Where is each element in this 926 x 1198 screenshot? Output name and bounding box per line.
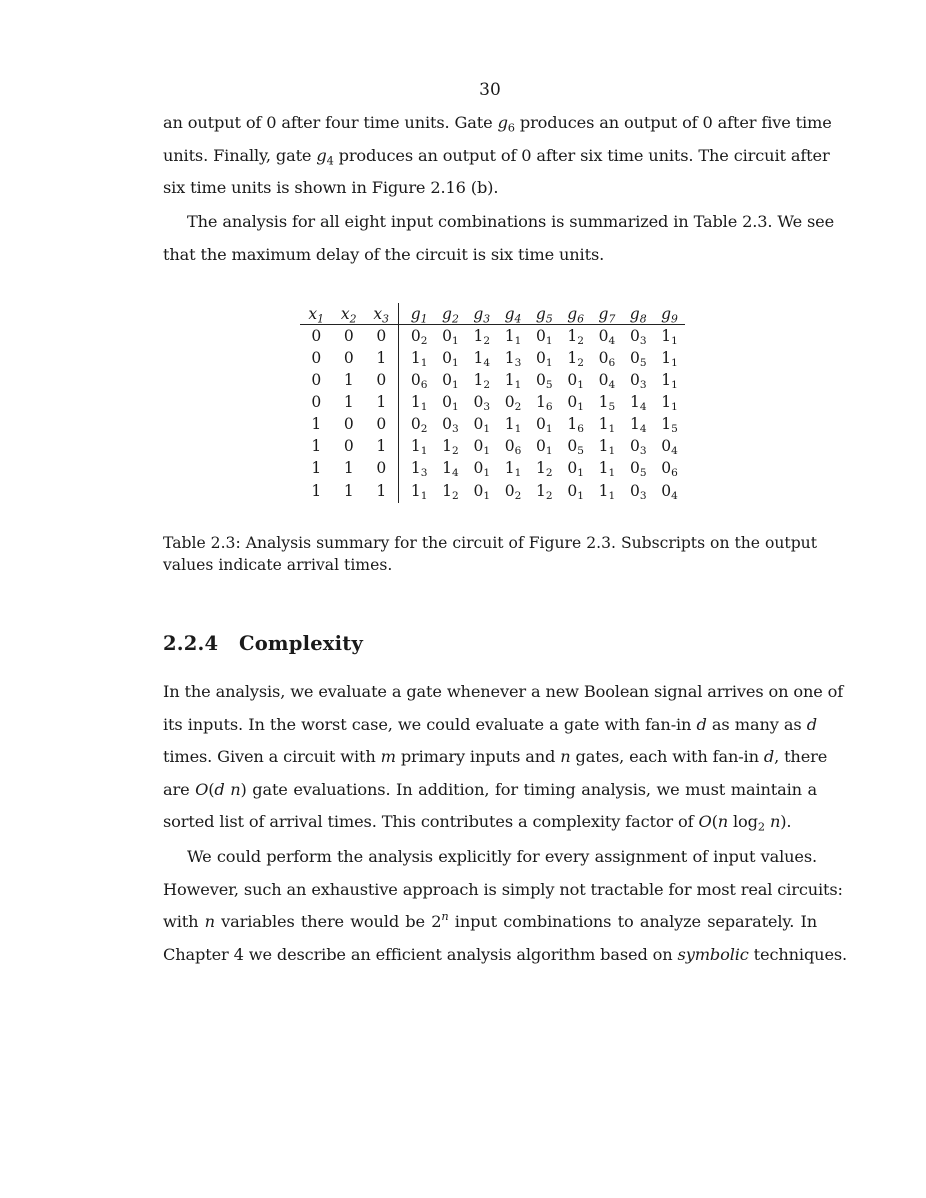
section-number: 2.2.4 — [163, 632, 219, 655]
para4-line: Chapter 4 we describe an efficient analysis algorithm based on symbolic techniques. — [163, 944, 848, 964]
output-cell: $0_1$ — [567, 482, 584, 503]
input-cell: 1 — [365, 435, 398, 457]
output-cell: $1_2$ — [536, 482, 553, 503]
arrival-time: 1 — [483, 467, 491, 480]
output-cell: $0_2$ — [410, 327, 428, 348]
arrival-time: 1 — [483, 445, 491, 458]
output-cell: $1_2$ — [567, 327, 584, 348]
input-cell: 0 — [365, 457, 398, 479]
output-cell: $0_4$ — [661, 437, 678, 458]
input-cell: 0 — [311, 393, 322, 411]
para3-line: are O(d n) gate evaluations. In addition, for timing analysis, we must maintain a — [163, 779, 818, 799]
arrival-time: 2 — [545, 467, 553, 480]
math-subscript: 6 — [577, 311, 585, 325]
output-cell: $1_2$ — [473, 327, 491, 348]
math-variable: g — [442, 304, 452, 323]
input-cell: 1 — [365, 391, 398, 413]
arrival-time: 2 — [545, 490, 553, 503]
arrival-time: 1 — [577, 490, 584, 503]
output-cell: $0_1$ — [473, 415, 491, 436]
output-cell: $1_1$ — [504, 459, 522, 480]
arrival-time: 5 — [671, 423, 678, 436]
section-heading — [163, 632, 363, 655]
output-cell: $1_1$ — [661, 371, 678, 392]
output-cell: $0_1$ — [567, 371, 584, 392]
input-cell: 0 — [311, 327, 322, 345]
output-cell: $0_5$ — [629, 349, 647, 370]
table-caption — [163, 532, 817, 576]
table-row — [300, 479, 685, 503]
output-cell: $1_2$ — [442, 482, 459, 503]
arrival-time: 2 — [483, 335, 491, 348]
output-cell: $0_1$ — [473, 437, 491, 458]
arrival-time: 1 — [577, 379, 584, 392]
input-cell: 0 — [343, 415, 354, 433]
output-cell: $0_4$ — [598, 371, 616, 392]
arrival-time: 1 — [452, 379, 459, 392]
math-subscript: 2 — [757, 819, 765, 834]
output-cell: $0_3$ — [629, 371, 647, 392]
table-row — [300, 391, 685, 413]
arrival-time: 1 — [545, 445, 553, 458]
output-cell: $1_1$ — [410, 482, 428, 503]
para4-line: However, such an exhaustive approach is simply not tractable for most real circuits: — [163, 879, 843, 899]
math-variable: d — [806, 714, 817, 734]
section-title: Complexity — [239, 632, 363, 655]
output-cell: $0_2$ — [504, 482, 522, 503]
arrival-time: 3 — [483, 401, 491, 414]
arrival-time: 1 — [514, 467, 522, 480]
arrival-time: 4 — [671, 490, 678, 503]
arrival-time: 5 — [639, 467, 647, 480]
arrival-time: 3 — [639, 379, 647, 392]
math-variable: m — [380, 747, 396, 767]
math-variable: g — [629, 304, 640, 323]
arrival-time: 1 — [514, 379, 522, 392]
arrival-time: 1 — [671, 335, 678, 348]
arrival-time: 1 — [420, 445, 428, 458]
output-cell: $0_3$ — [629, 482, 647, 503]
input-cell: 0 — [343, 327, 354, 345]
para4-line: with n variables there would be 2$^n$ input combinations to analyze separately. In — [163, 909, 818, 932]
math-subscript: 5 — [545, 311, 553, 325]
arrival-time: 2 — [452, 490, 459, 503]
output-cell: $1_3$ — [410, 459, 428, 480]
math-subscript: 6 — [507, 120, 515, 135]
input-cell: 0 — [343, 349, 354, 367]
input-cell: 0 — [311, 371, 322, 389]
math-subscript: 1 — [317, 311, 325, 325]
output-cell: $0_3$ — [629, 327, 647, 348]
arrival-time: 1 — [545, 357, 553, 370]
math-subscript: 7 — [608, 311, 616, 325]
arrival-time: 6 — [671, 467, 678, 480]
output-cell: $0_1$ — [473, 459, 491, 480]
arrival-time: 4 — [452, 467, 459, 480]
output-cell: $1_1$ — [661, 349, 678, 370]
math-variable: n — [560, 747, 571, 767]
arrival-time: 1 — [608, 445, 616, 458]
arrival-time: 2 — [452, 445, 459, 458]
arrival-time: 2 — [577, 335, 584, 348]
input-cell: 1 — [311, 482, 322, 500]
column-header-x1 — [300, 303, 333, 325]
arrival-time: 2 — [577, 357, 584, 370]
math-variable: n — [717, 812, 729, 832]
arrival-time: 3 — [514, 357, 522, 370]
arrival-time: 6 — [608, 357, 616, 370]
arrival-time: 1 — [514, 423, 522, 436]
para3-line: In the analysis, we evaluate a gate whenever a new Boolean signal arrives on one of — [163, 682, 844, 701]
math-variable: d — [696, 714, 707, 734]
para3-line: times. Given a circuit with m primary inputs and n gates, each with fan-in d, there — [163, 747, 828, 767]
output-cell: $1_2$ — [442, 437, 459, 458]
arrival-time: 3 — [639, 490, 647, 503]
caption-line-2: values indicate arrival times. — [163, 556, 393, 574]
arrival-time: 4 — [639, 423, 647, 436]
input-cell: 0 — [343, 437, 354, 455]
math-variable: d n — [214, 779, 241, 799]
math-variable: g — [473, 304, 484, 323]
column-header-g3 — [466, 303, 497, 325]
math-variable: g — [661, 304, 672, 323]
math-subscript: 2 — [451, 311, 459, 325]
arrival-time: 4 — [639, 401, 647, 414]
math-superscript: n — [441, 909, 449, 924]
output-cell: $1_1$ — [598, 482, 616, 503]
arrival-time: 5 — [639, 357, 647, 370]
paragraph-4 — [163, 841, 848, 971]
arrival-time: 1 — [452, 335, 459, 348]
output-cell: $1_1$ — [661, 327, 678, 348]
output-cell: $0_6$ — [598, 349, 616, 370]
arrival-time: 4 — [608, 379, 616, 392]
arrival-time: 6 — [545, 401, 553, 414]
column-header-g5 — [529, 303, 560, 325]
output-cell: $1_2$ — [567, 349, 584, 370]
arrival-time: 1 — [608, 490, 616, 503]
input-cell: 0 — [365, 413, 398, 435]
math-subscript: 3 — [483, 311, 491, 325]
arrival-time: 2 — [514, 490, 522, 503]
arrival-time: 5 — [545, 379, 553, 392]
table-row — [300, 347, 685, 369]
column-header-g9 — [654, 303, 685, 325]
output-cell: $0_1$ — [442, 371, 459, 392]
output-cell: $1_2$ — [536, 459, 553, 480]
output-cell: $1_1$ — [410, 393, 428, 414]
math-variable: g — [504, 304, 515, 323]
math-variable: g — [535, 304, 546, 323]
output-cell: $0_4$ — [598, 327, 616, 348]
input-cell: 1 — [311, 415, 322, 433]
page-number: 30 — [479, 80, 501, 100]
table-row — [300, 413, 685, 435]
para1-line: six time units is shown in Figure 2.16 (b). — [163, 178, 499, 198]
arrival-time: 1 — [420, 490, 428, 503]
column-header-g4 — [497, 303, 528, 325]
arrival-time: 4 — [671, 445, 678, 458]
arrival-time: 1 — [671, 379, 678, 392]
column-header-g1 — [398, 303, 435, 325]
input-cell: 1 — [343, 482, 354, 500]
output-cell: $0_6$ — [504, 437, 522, 458]
input-cell: 0 — [365, 369, 398, 391]
output-cell: $1_1$ — [598, 437, 616, 458]
math-variable: d — [763, 747, 775, 767]
math-variable: g — [567, 304, 578, 323]
output-cell: $0_3$ — [473, 393, 491, 414]
math-variable: n — [769, 812, 781, 832]
input-cell: 1 — [311, 459, 322, 477]
math-subscript: 8 — [639, 311, 647, 325]
analysis-summary-table — [300, 303, 685, 503]
output-cell: $1_1$ — [410, 437, 428, 458]
math-variable: O — [195, 779, 209, 799]
math-variable: g — [598, 304, 609, 323]
output-cell: $0_1$ — [567, 393, 584, 414]
output-cell: $0_2$ — [504, 393, 522, 414]
output-cell: $0_1$ — [442, 327, 459, 348]
output-cell: $1_1$ — [598, 415, 616, 436]
output-cell: $0_5$ — [629, 459, 647, 480]
arrival-time: 1 — [671, 401, 678, 414]
column-header-x2 — [333, 303, 366, 325]
output-cell: $0_1$ — [536, 415, 553, 436]
math-variable: g — [410, 304, 421, 323]
arrival-time: 3 — [639, 335, 647, 348]
column-header-g7 — [591, 303, 622, 325]
output-cell: $1_4$ — [442, 459, 459, 480]
input-cell: 1 — [343, 459, 354, 477]
column-header-g6 — [560, 303, 591, 325]
column-header-g8 — [623, 303, 654, 325]
paragraph-2 — [163, 206, 835, 271]
output-cell: $1_1$ — [504, 415, 522, 436]
arrival-time: 2 — [514, 401, 522, 414]
arrival-time: 1 — [545, 335, 553, 348]
table-row — [300, 435, 685, 457]
para2-line: The analysis for all eight input combinations is summarized in Table 2.3. We see — [187, 212, 835, 231]
output-cell: $0_5$ — [567, 437, 584, 458]
output-cell: $1_1$ — [661, 393, 678, 414]
emphasis: symbolic — [677, 944, 749, 964]
output-cell: $1_1$ — [598, 459, 616, 480]
math-variable: x — [308, 304, 318, 323]
output-cell: $0_1$ — [473, 482, 491, 503]
input-cell: 1 — [311, 437, 322, 455]
para2-line: that the maximum delay of the circuit is six time units. — [163, 244, 605, 264]
arrival-time: 2 — [483, 379, 491, 392]
output-cell: $1_5$ — [598, 393, 616, 414]
output-cell: $0_1$ — [536, 437, 553, 458]
column-header-g2 — [435, 303, 466, 325]
input-cell: 1 — [365, 347, 398, 369]
math-subscript: 4 — [514, 311, 522, 325]
arrival-time: 1 — [577, 401, 584, 414]
arrival-time: 1 — [483, 423, 491, 436]
input-cell: 1 — [343, 393, 354, 411]
math-subscript: 3 — [382, 311, 390, 325]
column-header-x3 — [365, 303, 398, 325]
arrival-time: 1 — [608, 423, 616, 436]
output-cell: $0_1$ — [442, 393, 459, 414]
math-subscript: 1 — [420, 311, 428, 325]
output-cell: $1_4$ — [473, 349, 491, 370]
math-variable: x — [340, 304, 350, 323]
arrival-time: 1 — [452, 401, 459, 414]
table-header-row — [300, 303, 685, 325]
input-cell: 0 — [311, 349, 322, 367]
output-cell: $0_5$ — [536, 371, 553, 392]
arrival-time: 3 — [420, 467, 428, 480]
output-cell: $1_3$ — [504, 349, 522, 370]
arrival-time: 6 — [420, 379, 428, 392]
para1-line: units. Finally, gate $g_4$ produces an output of 0 after six time units. The circuit after — [163, 145, 830, 167]
input-cell: 1 — [365, 479, 398, 503]
arrival-time: 1 — [608, 467, 616, 480]
arrival-time: 6 — [514, 445, 522, 458]
arrival-time: 3 — [452, 423, 459, 436]
input-cell: 0 — [365, 325, 398, 348]
caption-line-1: Table 2.3: Analysis summary for the circuit of Figure 2.3. Subscripts on the output — [163, 534, 817, 552]
table-row — [300, 457, 685, 479]
arrival-time: 6 — [577, 423, 584, 436]
output-cell: $1_1$ — [410, 349, 428, 370]
output-cell: $1_5$ — [661, 415, 678, 436]
input-cell: 1 — [343, 371, 354, 389]
output-cell: $0_6$ — [410, 371, 428, 392]
arrival-time: 1 — [514, 335, 522, 348]
arrival-time: 1 — [420, 357, 428, 370]
para3-line: sorted list of arrival times. This contributes a complexity factor of O(n $\log_2 n$). — [163, 812, 792, 834]
output-cell: $1_4$ — [629, 393, 647, 414]
output-cell: $0_1$ — [536, 327, 553, 348]
output-cell: $0_1$ — [567, 459, 584, 480]
para1-line: an output of 0 after four time units. Gate $g_6$ produces an output of 0 after five time — [163, 113, 832, 135]
table-row — [300, 325, 685, 348]
output-cell: $1_4$ — [629, 415, 647, 436]
table-row — [300, 369, 685, 391]
math-variable: g — [316, 145, 327, 165]
arrival-time: 2 — [420, 423, 428, 436]
output-cell: $1_6$ — [536, 393, 553, 414]
math-subscript: 9 — [671, 311, 678, 325]
math-subscript: 2 — [349, 311, 357, 325]
para3-line: its inputs. In the worst case, we could evaluate a gate with fan-in d as many as d — [163, 714, 817, 734]
math-variable: x — [373, 304, 383, 323]
output-cell: $0_2$ — [410, 415, 428, 436]
arrival-time: 2 — [420, 335, 428, 348]
arrival-time: 5 — [608, 401, 616, 414]
math-variable: O — [698, 812, 712, 832]
para4-line: We could perform the analysis explicitly for every assignment of input values. — [187, 847, 817, 866]
arrival-time: 1 — [483, 490, 491, 503]
arrival-time: 4 — [483, 357, 491, 370]
arrival-time: 5 — [577, 445, 584, 458]
arrival-time: 1 — [452, 357, 459, 370]
math-variable: n — [204, 912, 215, 932]
output-cell: $1_6$ — [567, 415, 584, 436]
output-cell: $0_4$ — [661, 482, 678, 503]
output-cell: $1_1$ — [504, 327, 522, 348]
math-subscript: 4 — [326, 152, 334, 167]
output-cell: $0_1$ — [536, 349, 553, 370]
paragraph-1 — [163, 107, 832, 205]
output-cell: $0_6$ — [661, 459, 678, 480]
output-cell: $1_2$ — [473, 371, 491, 392]
output-cell: $0_1$ — [442, 349, 459, 370]
math-variable: g — [497, 113, 508, 132]
output-cell: $0_3$ — [442, 415, 459, 436]
arrival-time: 1 — [545, 423, 553, 436]
output-cell: $1_1$ — [504, 371, 522, 392]
arrival-time: 1 — [420, 401, 428, 414]
arrival-time: 4 — [608, 335, 616, 348]
arrival-time: 1 — [577, 467, 584, 480]
arrival-time: 3 — [639, 445, 647, 458]
output-cell: $0_3$ — [629, 437, 647, 458]
arrival-time: 1 — [671, 357, 678, 370]
paragraph-3 — [163, 676, 844, 839]
